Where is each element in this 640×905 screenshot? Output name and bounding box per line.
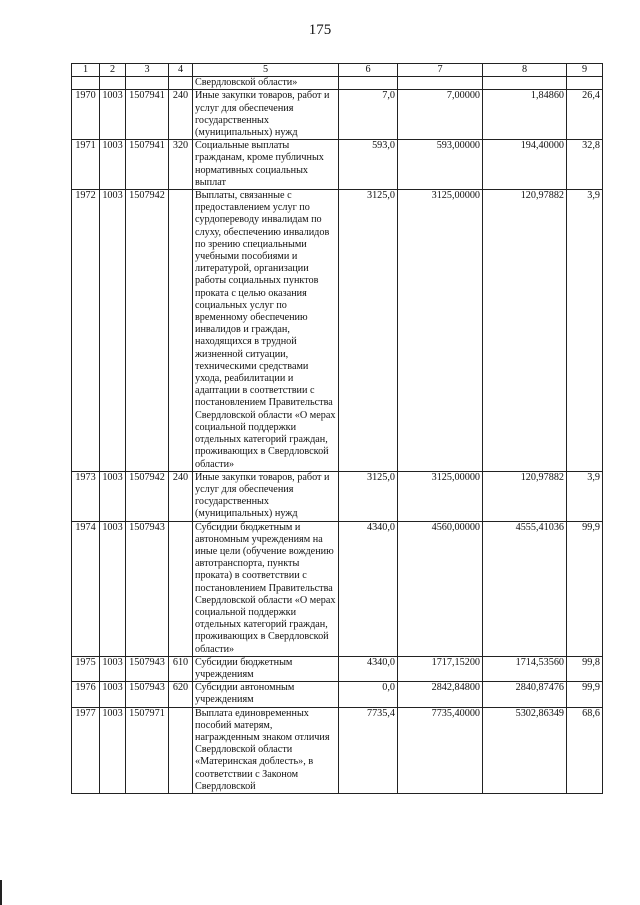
empty-cell	[169, 77, 193, 90]
continuation-row	[72, 77, 603, 90]
description: Выплата единовременных пособий матерям, награжденным знаком отличия Свердловской области «Материнская доблесть», в соответствии с Законом Свердловской	[193, 707, 339, 793]
execution-percent: 3,9	[567, 471, 603, 521]
expense-kind-code	[169, 190, 193, 472]
header-cell-1: 1	[72, 64, 100, 77]
row-number: 1973	[72, 471, 100, 521]
description: Субсидии бюджетным и автономным учреждениям на иные цели (обучение вождению автотранспорта, пункты проката) в соответствии с постановлением Правительства Свердловской области «О мерах социальной поддержки отдельных категорий граждан, проживающих в Свердловской области»	[193, 521, 339, 656]
continuation-text: Свердловской области»	[193, 77, 339, 90]
expense-kind-code	[169, 707, 193, 793]
target-code: 1507943	[126, 521, 169, 656]
target-code: 1507941	[126, 90, 169, 140]
table-row	[72, 521, 603, 656]
section-code: 1003	[100, 521, 126, 656]
section-code: 1003	[100, 471, 126, 521]
execution-percent: 99,9	[567, 682, 603, 707]
section-code: 1003	[100, 707, 126, 793]
header-cell-2: 2	[100, 64, 126, 77]
section-code: 1003	[100, 190, 126, 472]
expense-kind-code: 620	[169, 682, 193, 707]
row-number: 1972	[72, 190, 100, 472]
row-number: 1975	[72, 656, 100, 681]
target-code: 1507942	[126, 471, 169, 521]
executed-amount: 194,40000	[483, 140, 567, 190]
expense-kind-code: 610	[169, 656, 193, 681]
header-cell-4: 4	[169, 64, 193, 77]
table-row	[72, 707, 603, 793]
empty-cell	[126, 77, 169, 90]
execution-percent: 32,8	[567, 140, 603, 190]
refined-amount: 3125,00000	[398, 471, 483, 521]
table-row	[72, 90, 603, 140]
plan-amount: 3125,0	[339, 471, 398, 521]
expense-kind-code: 320	[169, 140, 193, 190]
executed-amount: 1714,53560	[483, 656, 567, 681]
plan-amount: 593,0	[339, 140, 398, 190]
table-row	[72, 682, 603, 707]
empty-cell	[483, 77, 567, 90]
refined-amount: 7735,40000	[398, 707, 483, 793]
plan-amount: 3125,0	[339, 190, 398, 472]
execution-percent: 26,4	[567, 90, 603, 140]
row-number: 1974	[72, 521, 100, 656]
page-number: 175	[308, 22, 332, 38]
row-number: 1970	[72, 90, 100, 140]
executed-amount: 120,97882	[483, 190, 567, 472]
target-code: 1507943	[126, 656, 169, 681]
expense-kind-code	[169, 521, 193, 656]
target-code: 1507942	[126, 190, 169, 472]
executed-amount: 2840,87476	[483, 682, 567, 707]
header-cell-6: 6	[339, 64, 398, 77]
row-number: 1971	[72, 140, 100, 190]
description: Социальные выплаты гражданам, кроме публичных нормативных социальных выплат	[193, 140, 339, 190]
plan-amount: 4340,0	[339, 521, 398, 656]
table-row	[72, 656, 603, 681]
refined-amount: 7,00000	[398, 90, 483, 140]
executed-amount: 5302,86349	[483, 707, 567, 793]
description: Выплаты, связанные с предоставлением услуг по сурдопереводу инвалидам по слуху, обеспечению инвалидов по зрению специальными учебными пособиями и литературой, организации работы социальных пунктов проката с целью оказания социальных услуг по временному обеспечению инвалидов и граждан, находящихся в трудной жизненной ситуации, техническими средствами ухода, реабилитации и адаптации в соответствии с постановлением Правительства Свердловской области «О мерах социальной поддержки отдельных категорий граждан, проживающих в Свердловской области»	[193, 190, 339, 472]
header-cell-5: 5	[193, 64, 339, 77]
executed-amount: 4555,41036	[483, 521, 567, 656]
header-cell-8: 8	[483, 64, 567, 77]
description: Субсидии автономным учреждениям	[193, 682, 339, 707]
table-row	[72, 190, 603, 472]
refined-amount: 3125,00000	[398, 190, 483, 472]
plan-amount: 0,0	[339, 682, 398, 707]
plan-amount: 7735,4	[339, 707, 398, 793]
execution-percent: 68,6	[567, 707, 603, 793]
table-row	[72, 471, 603, 521]
expense-kind-code: 240	[169, 471, 193, 521]
budget-table	[71, 63, 603, 794]
execution-percent: 99,8	[567, 656, 603, 681]
empty-cell	[567, 77, 603, 90]
refined-amount: 1717,15200	[398, 656, 483, 681]
refined-amount: 593,00000	[398, 140, 483, 190]
table-row	[72, 140, 603, 190]
executed-amount: 120,97882	[483, 471, 567, 521]
target-code: 1507941	[126, 140, 169, 190]
scan-edge-mark	[0, 880, 2, 905]
executed-amount: 1,84860	[483, 90, 567, 140]
empty-cell	[100, 77, 126, 90]
empty-cell	[72, 77, 100, 90]
target-code: 1507943	[126, 682, 169, 707]
section-code: 1003	[100, 682, 126, 707]
empty-cell	[339, 77, 398, 90]
header-cell-7: 7	[398, 64, 483, 77]
expense-kind-code: 240	[169, 90, 193, 140]
section-code: 1003	[100, 656, 126, 681]
section-code: 1003	[100, 90, 126, 140]
row-number: 1977	[72, 707, 100, 793]
header-row	[72, 64, 603, 77]
description: Субсидии бюджетным учреждениям	[193, 656, 339, 681]
refined-amount: 4560,00000	[398, 521, 483, 656]
plan-amount: 7,0	[339, 90, 398, 140]
section-code: 1003	[100, 140, 126, 190]
description: Иные закупки товаров, работ и услуг для обеспечения государственных (муниципальных) нужд	[193, 90, 339, 140]
execution-percent: 3,9	[567, 190, 603, 472]
row-number: 1976	[72, 682, 100, 707]
target-code: 1507971	[126, 707, 169, 793]
header-cell-9: 9	[567, 64, 603, 77]
execution-percent: 99,9	[567, 521, 603, 656]
empty-cell	[398, 77, 483, 90]
header-cell-3: 3	[126, 64, 169, 77]
plan-amount: 4340,0	[339, 656, 398, 681]
description: Иные закупки товаров, работ и услуг для обеспечения государственных (муниципальных) нужд	[193, 471, 339, 521]
refined-amount: 2842,84800	[398, 682, 483, 707]
